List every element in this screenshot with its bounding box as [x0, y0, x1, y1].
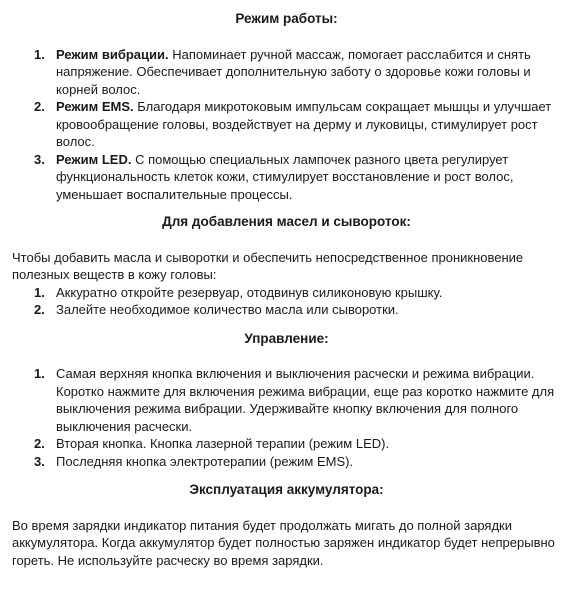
controls-list: [12, 365, 561, 470]
heading-controls: Управление:: [244, 330, 329, 346]
list-item: 2. Залейте необходимое количество масла или сыворотки.: [34, 302, 399, 317]
oils-intro: Чтобы добавить масла и сыворотки и обеспечить непосредственное проникновение полезных веществ в кожу головы:: [12, 249, 524, 282]
mode-title: Режим EMS.: [56, 99, 134, 114]
heading-modes: Режим работы:: [235, 11, 338, 26]
mode-description: Благодаря микротоковым импульсам сокращает мышцы и улучшает кровообращение головы, воздействует на дерму и луковицы, стимулирует рост волос.: [56, 99, 552, 149]
mode-title: Режим LED.: [56, 151, 132, 167]
list-item: 1. Режим вибрации. Напоминает ручной массаж, помогает расслабится и снять напряжение. Обеспечивает дополнительную заботу о здоровье кожи головы и корней волос.: [34, 46, 531, 97]
list-item: 2. Вторая кнопка. Кнопка лазерной терапии (режим LED).: [34, 436, 390, 451]
battery-paragraph: Во время зарядки индикатор питания будет продолжать мигать до полной зарядки аккумулятора. Когда аккумулятор будет полностью заряжен индикатор будет непрерывно гореть. Не используйте расческу во время зарядки.: [12, 517, 555, 568]
heading-battery: Эксплуатация аккумулятора:: [189, 482, 384, 497]
list-item: 1. Самая верхняя кнопка включения и выключения расчески и режима вибрации. Коротко нажмите для включения режима вибрации, еще раз коротко нажмите для выключения режима вибрации. Удерживайте кнопку включения для полного выключения расчески.: [34, 366, 555, 434]
modes-list: [12, 46, 561, 204]
mode-description: Напоминает ручной массаж, помогает расслабится и снять напряжение. Обеспечивает дополнительную заботу о здоровье кожи головы и корней волос.: [56, 46, 531, 97]
mode-description: С помощью специальных лампочек разного цвета регулирует функциональность клеток кожи, стимулирует восстановление и рост волос, уменьшает воспалительные процессы.: [56, 151, 514, 202]
list-item: 1. Аккуратно откройте резервуар, отодвинув силиконовую крышку.: [34, 284, 443, 300]
mode-title: Режим вибрации.: [56, 46, 169, 62]
list-item: 3. Последняя кнопка электротерапии (режим EMS).: [34, 453, 354, 469]
oils-list: [12, 284, 561, 319]
heading-oils: Для добавления масел и сывороток:: [162, 214, 411, 229]
list-item: 3. Режим LED. С помощью специальных лампочек разного цвета регулирует функциональность клеток кожи, стимулирует восстановление и рост волос, уменьшает воспалительные процессы.: [34, 151, 514, 202]
list-item: 2. Режим EMS. Благодаря микротоковым импульсам сокращает мышцы и улучшает кровообращение головы, воздействует на дерму и луковицы, стимулирует рост волос.: [34, 99, 552, 149]
